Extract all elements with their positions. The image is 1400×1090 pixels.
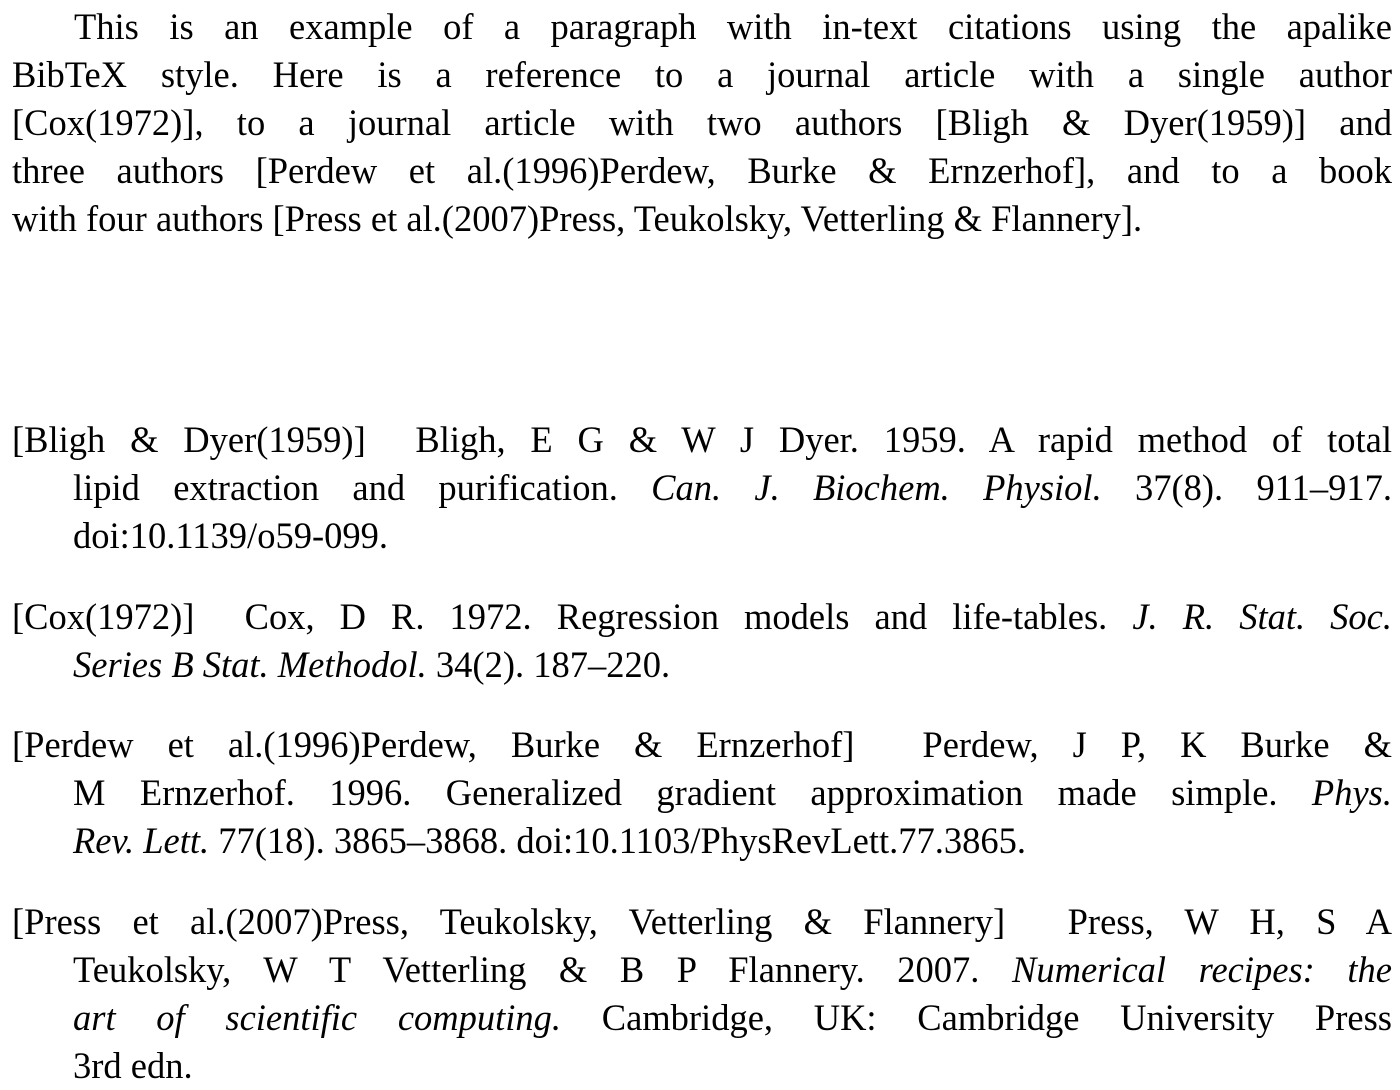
bib-publisher: Cambridge, UK: Cambridge University Press [561,997,1392,1038]
bib-text: Teukolsky, W T Vetterling & B P Flannery. 2007. [73,949,1012,990]
bib-journal: Rev. Lett. [73,820,210,861]
bib-title: Numerical recipes: the [1011,949,1392,990]
bib-text: Cox, D R. 1972. Regression models and life-tables. [244,596,1133,637]
bib-title: art of scientific computing. [73,997,562,1038]
bib-text: Press, W H, S A [1067,901,1392,942]
paragraph-line: three authors [Perdew et al.(1996)Perdew, Burke & Ernzerhof], and to a book [12,150,1392,191]
bib-journal: J. R. Stat. Soc. [1132,596,1393,637]
bib-key: [Press et al.(2007)Press, Teukolsky, Vetterling & Flannery] [12,901,1006,942]
paragraph-line: This is an example of a paragraph with in-text citations using the apalike [74,6,1392,47]
bib-volume: 37(8). 911–917. [1101,467,1392,508]
paragraph-line: [Cox(1972)], to a journal article with two authors [Bligh & Dyer(1959)] and [12,102,1392,143]
bib-key: [Perdew et al.(1996)Perdew, Burke & Ernzerhof] [12,724,855,765]
bib-key: [Cox(1972)] [12,596,195,637]
bib-journal: Series B Stat. Methodol. [73,644,427,685]
bib-text: lipid extraction and purification. [73,467,652,508]
bib-text: Perdew, J P, K Burke & [922,724,1392,765]
bib-text: Bligh, E G & W J Dyer. 1959. A rapid method of total [415,419,1393,460]
bib-journal: Phys. [1311,772,1392,813]
bib-text: M Ernzerhof. 1996. Generalized gradient approximation made simple. [73,772,1312,813]
bib-volume-doi: 77(18). 3865–3868. doi:10.1103/PhysRevLett.77.3865. [209,820,1026,861]
bib-volume: 34(2). 187–220. [426,644,671,685]
bib-edition: 3rd edn. [73,1045,193,1086]
bib-key: [Bligh & Dyer(1959)] [12,419,366,460]
bib-doi: doi:10.1139/o59-099. [73,515,388,556]
bib-journal: Can. J. Biochem. Physiol. [651,467,1102,508]
paragraph-line: with four authors [Press et al.(2007)Press, Teukolsky, Vetterling & Flannery]. [12,198,1143,239]
paragraph-line: BibTeX style. Here is a reference to a journal article with a single author [12,54,1392,95]
